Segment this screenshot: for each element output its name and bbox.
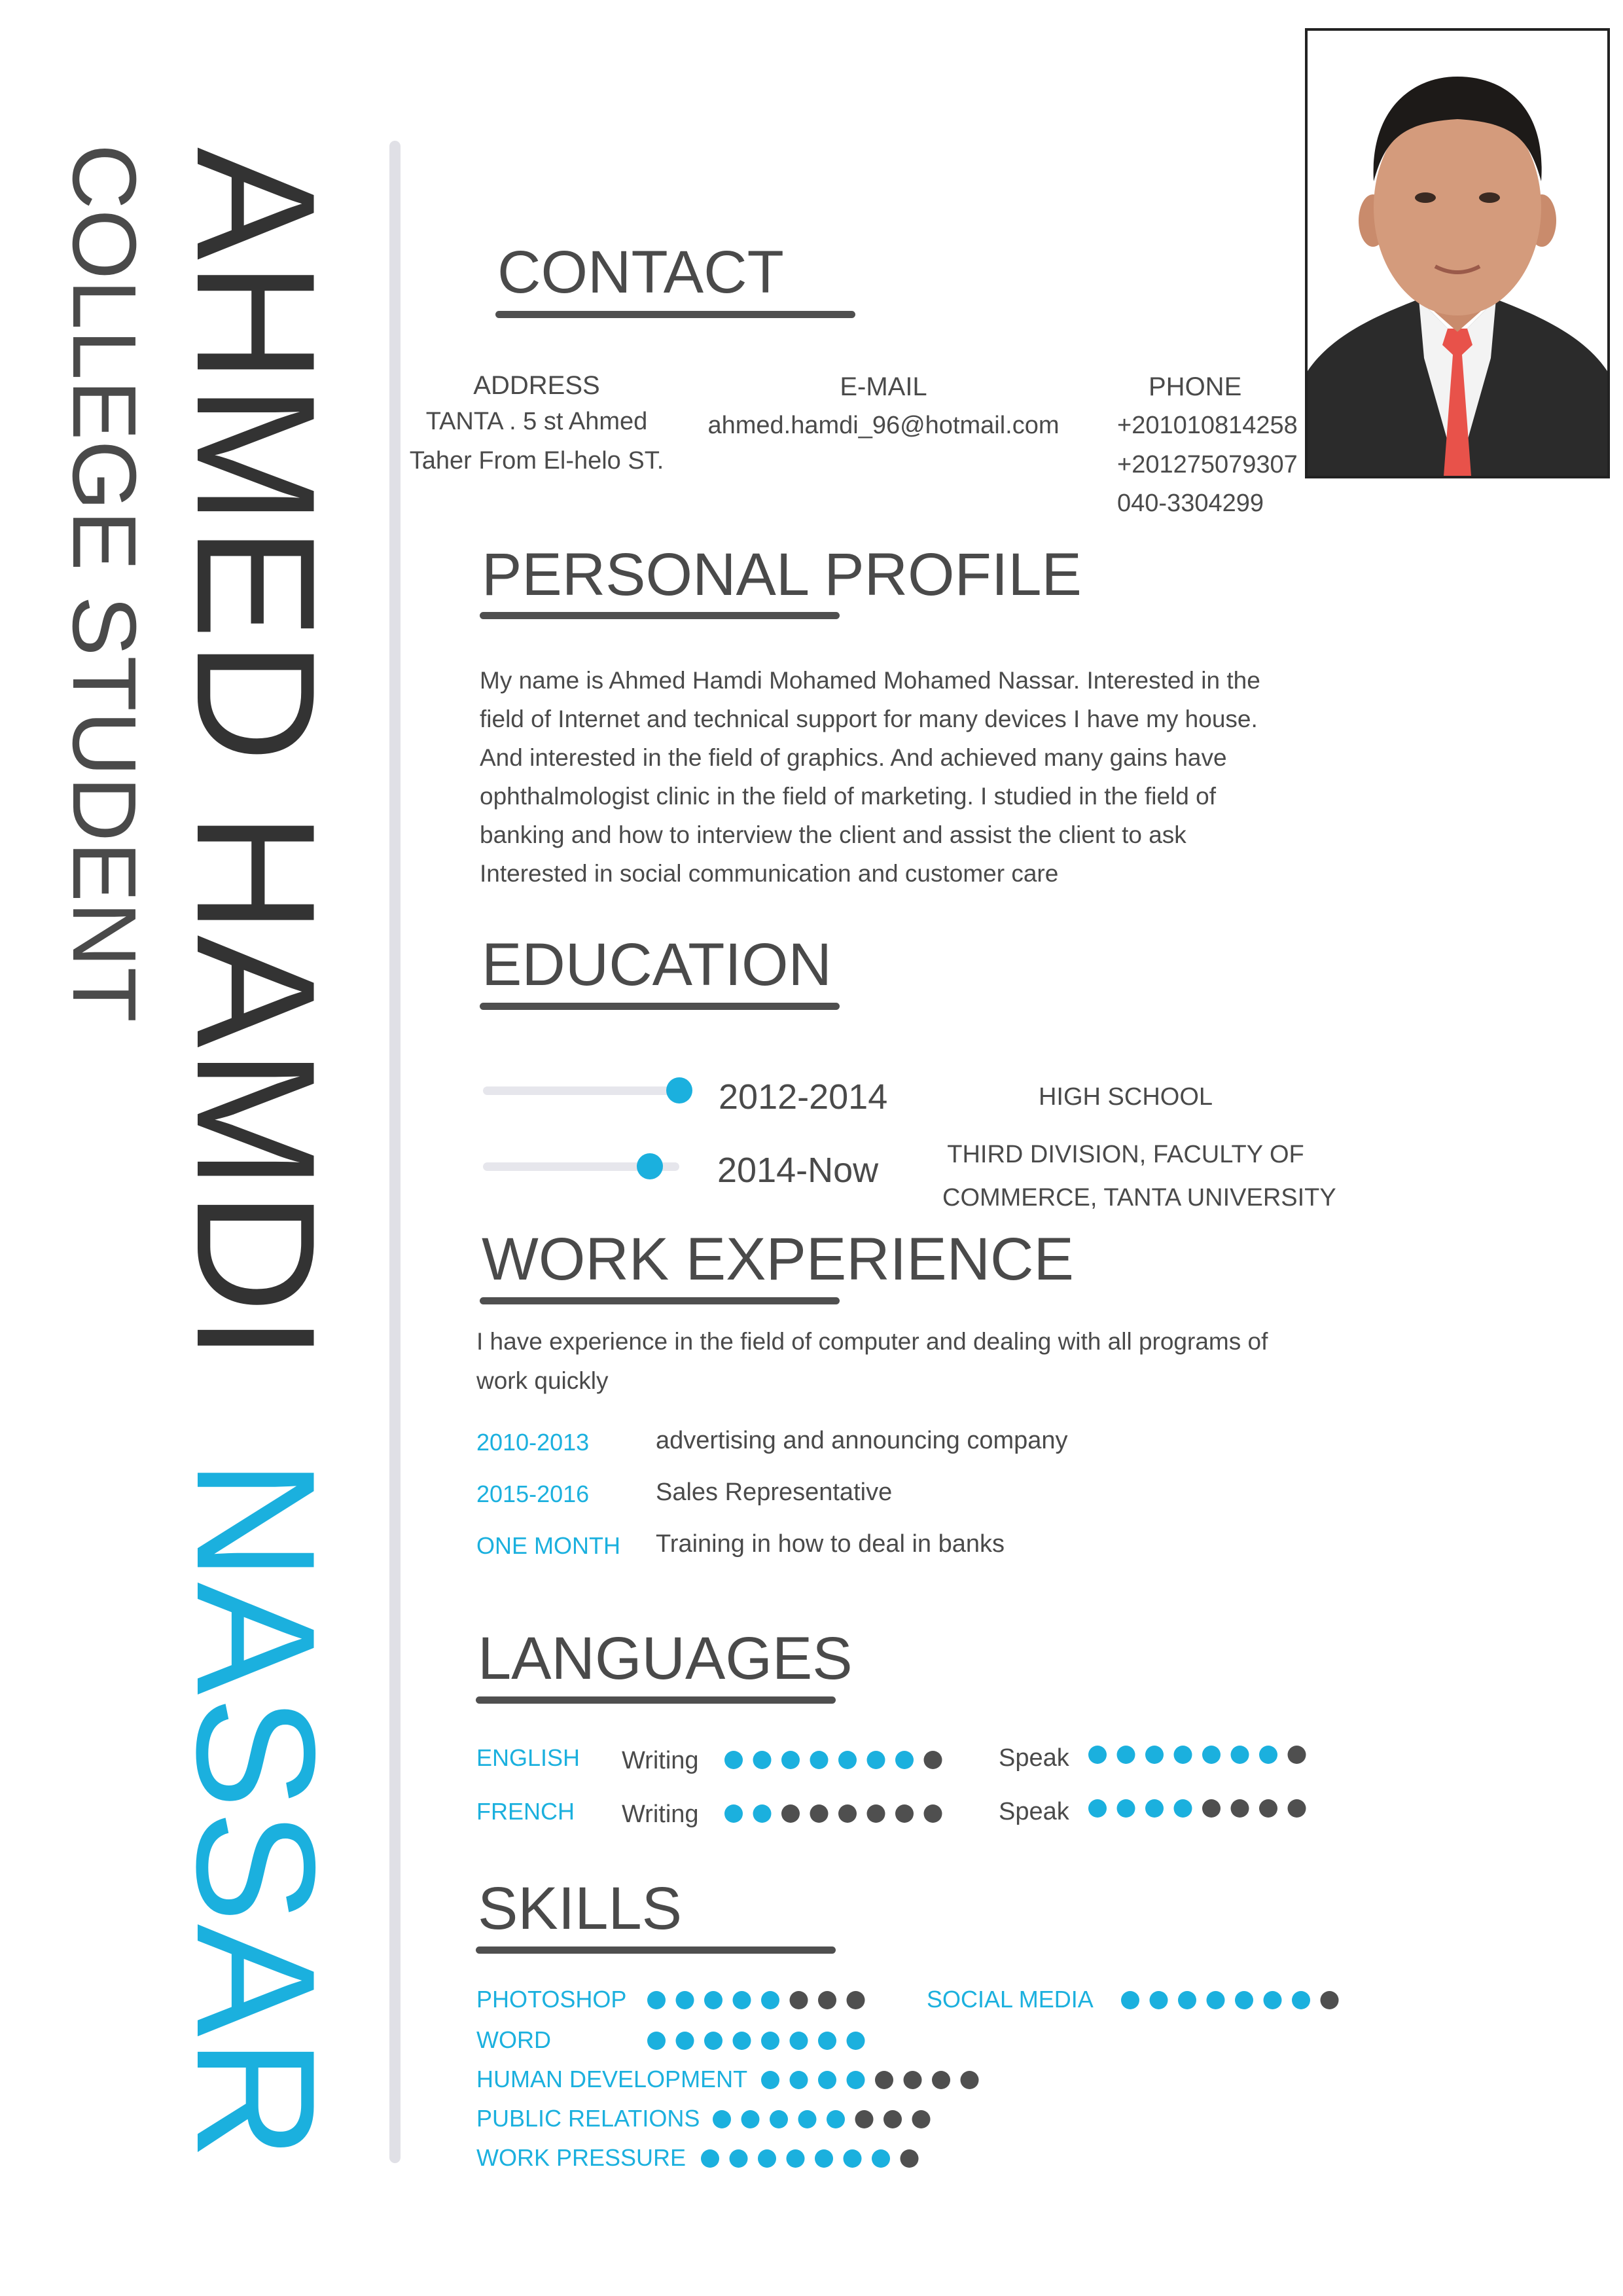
skill-level-dot	[798, 2110, 817, 2128]
language-speak-dot	[1202, 1799, 1221, 1818]
skill-level-dot	[904, 2071, 922, 2089]
skill-level-dot	[818, 1991, 836, 2009]
skill-level-dot	[1150, 1991, 1168, 2009]
skill-level-dot	[1264, 1991, 1282, 2009]
work-period: 2010-2013	[476, 1429, 590, 1456]
education-progress-track-2	[483, 1162, 679, 1171]
skill-level-dot	[758, 2149, 776, 2168]
work-description: Training in how to deal in banks	[656, 1530, 1005, 1558]
skill-name: HUMAN DEVELOPMENT	[476, 2066, 748, 2092]
language-writing-dot	[810, 1751, 829, 1769]
skill-level-dot	[1121, 1991, 1139, 2009]
skills-title: SKILLS	[478, 1875, 682, 1942]
skill-level-dot	[847, 2032, 865, 2050]
work-period: 2015-2016	[476, 1480, 590, 1507]
profile-line: Interested in social communication and customer care	[480, 860, 1059, 887]
language-writing-dots	[724, 1804, 954, 1823]
profile-title-rule	[480, 612, 840, 619]
language-name: FRENCH	[476, 1798, 575, 1825]
language-speak-dot	[1288, 1746, 1306, 1764]
skill-level-dot	[818, 2032, 836, 2050]
vertical-divider	[389, 141, 401, 2163]
skill-level-dot	[770, 2110, 788, 2128]
person-portrait-icon	[1308, 31, 1607, 476]
skill-level-dot	[730, 2149, 748, 2168]
skill-level-dot	[676, 1991, 694, 2009]
language-speak-dot	[1117, 1799, 1135, 1818]
language-name: ENGLISH	[476, 1744, 580, 1771]
skill-level-dot	[818, 2071, 836, 2089]
skill-level-dot	[1235, 1991, 1253, 2009]
contact-title: CONTACT	[497, 239, 784, 306]
skill-level-dots	[1120, 1990, 1351, 2010]
language-speak-dot	[1259, 1799, 1277, 1818]
languages-title-rule	[476, 1696, 836, 1704]
language-speak-dot	[1145, 1746, 1164, 1764]
language-speak-dot	[1088, 1799, 1107, 1818]
education-progress-knob-2	[637, 1153, 663, 1179]
phone-label: PHONE	[1149, 372, 1242, 401]
candidate-role: COLLEGE STUDENT	[54, 144, 154, 1022]
skill-level-dot	[704, 2032, 722, 2050]
language-writing-dot	[753, 1751, 772, 1769]
skill-level-dots	[760, 2070, 991, 2090]
language-writing-dot	[838, 1751, 857, 1769]
language-writing-dot	[895, 1751, 914, 1769]
language-speak-dot	[1174, 1746, 1192, 1764]
address-line-2: Taher From El-helo ST.	[409, 447, 664, 475]
skill-level-dot	[912, 2110, 931, 2128]
education-title-rule	[480, 1003, 840, 1010]
education-progress-knob-1	[666, 1077, 692, 1103]
language-writing-dot	[867, 1804, 885, 1823]
language-speak-dot	[1231, 1799, 1249, 1818]
profile-line: ophthalmologist clinic in the field of marketing. I studied in the field of	[480, 783, 1217, 810]
language-speak-dots	[1088, 1799, 1318, 1818]
language-speak-dot	[1145, 1799, 1164, 1818]
language-writing-dot	[724, 1751, 743, 1769]
skill-name: SOCIAL MEDIA	[927, 1986, 1094, 2013]
education-years-1: 2012-2014	[719, 1077, 888, 1117]
language-speak-dot	[1259, 1746, 1277, 1764]
language-writing-dot	[724, 1804, 743, 1823]
skill-level-dots	[700, 2149, 931, 2168]
skill-level-dot	[733, 1991, 751, 2009]
language-writing-label: Writing	[622, 1801, 699, 1828]
candidate-name	[162, 147, 351, 2162]
contact-title-rule	[495, 311, 855, 318]
skill-level-dot	[961, 2071, 979, 2089]
skill-level-dot	[761, 2032, 779, 2050]
skill-level-dot	[741, 2110, 760, 2128]
profile-line: My name is Ahmed Hamdi Mohamed Mohamed Nassar. Interested in the	[480, 667, 1260, 694]
education-desc-1: HIGH SCHOOL	[1038, 1083, 1213, 1111]
language-writing-dot	[924, 1804, 942, 1823]
language-speak-dot	[1088, 1746, 1107, 1764]
skill-level-dot	[847, 1991, 865, 2009]
email-label: E-MAIL	[840, 372, 927, 401]
language-writing-dot	[753, 1804, 772, 1823]
language-writing-dot	[924, 1751, 942, 1769]
skill-name: WORK PRESSURE	[476, 2144, 687, 2171]
profile-title: PERSONAL PROFILE	[482, 541, 1082, 608]
language-writing-dot	[810, 1804, 829, 1823]
skill-name: PUBLIC RELATIONS	[476, 2105, 700, 2132]
language-writing-label: Writing	[622, 1747, 699, 1774]
work-title: WORK EXPERIENCE	[482, 1226, 1074, 1293]
skill-level-dot	[844, 2149, 862, 2168]
skill-level-dots	[647, 2031, 877, 2051]
skill-level-dot	[676, 2032, 694, 2050]
phone-2: +201275079307	[1117, 451, 1298, 478]
skill-level-dot	[713, 2110, 731, 2128]
language-speak-label: Speak	[999, 1744, 1069, 1772]
language-speak-label: Speak	[999, 1798, 1069, 1825]
skill-level-dot	[704, 1991, 722, 2009]
language-speak-dot	[1117, 1746, 1135, 1764]
skill-level-dot	[1321, 1991, 1339, 2009]
skill-level-dot	[883, 2110, 902, 2128]
language-speak-dot	[1202, 1746, 1221, 1764]
language-speak-dot	[1288, 1799, 1306, 1818]
skill-level-dot	[1292, 1991, 1310, 2009]
skill-name: PHOTOSHOP	[476, 1986, 627, 2013]
language-writing-dot	[781, 1751, 800, 1769]
work-intro-line-1: I have experience in the field of computer and dealing with all programs of	[476, 1328, 1268, 1355]
skill-level-dots	[647, 1990, 877, 2010]
language-speak-dots	[1088, 1745, 1318, 1765]
language-writing-dot	[838, 1804, 857, 1823]
phone-3: 040-3304299	[1117, 490, 1264, 517]
skill-level-dot	[875, 2071, 893, 2089]
education-desc-2-line-2: COMMERCE, TANTA UNIVERSITY	[942, 1184, 1336, 1211]
work-description: Sales Representative	[656, 1479, 893, 1506]
skill-level-dot	[647, 2032, 666, 2050]
skill-level-dot	[827, 2110, 845, 2128]
profile-line: field of Internet and technical support for many devices I have my house.	[480, 706, 1258, 732]
name-first: AHMED HAMDI	[162, 147, 351, 1363]
language-speak-dot	[1231, 1746, 1249, 1764]
skill-level-dot	[932, 2071, 950, 2089]
skill-level-dot	[647, 1991, 666, 2009]
phone-1: +201010814258	[1117, 412, 1298, 439]
skill-level-dot	[855, 2110, 874, 2128]
languages-title: LANGUAGES	[478, 1625, 853, 1692]
work-intro-line-2: work quickly	[476, 1367, 609, 1394]
skill-level-dot	[761, 2071, 779, 2089]
skill-level-dot	[790, 2071, 808, 2089]
name-last: NASSAR	[162, 1459, 351, 2162]
skill-level-dots	[712, 2109, 942, 2129]
skill-level-dot	[872, 2149, 890, 2168]
skill-level-dot	[1178, 1991, 1196, 2009]
skills-title-rule	[476, 1946, 836, 1954]
language-writing-dot	[781, 1804, 800, 1823]
skill-level-dot	[787, 2149, 805, 2168]
email-link[interactable]: ahmed.hamdi_96@hotmail.com	[707, 412, 1060, 439]
profile-photo	[1305, 28, 1610, 478]
education-desc-2-line-1: THIRD DIVISION, FACULTY OF	[947, 1141, 1304, 1168]
work-description: advertising and announcing company	[656, 1427, 1068, 1454]
skill-level-dot	[701, 2149, 719, 2168]
education-title: EDUCATION	[482, 931, 832, 998]
skill-name: WORD	[476, 2026, 551, 2053]
skill-level-dot	[790, 2032, 808, 2050]
profile-line: banking and how to interview the client and assist the client to ask	[480, 821, 1186, 848]
skill-level-dot	[761, 1991, 779, 2009]
language-writing-dot	[867, 1751, 885, 1769]
work-period: ONE MONTH	[476, 1532, 620, 1559]
work-title-rule	[480, 1297, 840, 1304]
education-progress-track-1	[483, 1086, 679, 1095]
skill-level-dot	[1207, 1991, 1225, 2009]
skill-level-dot	[847, 2071, 865, 2089]
skill-level-dot	[815, 2149, 833, 2168]
profile-line: And interested in the field of graphics. And achieved many gains have	[480, 744, 1227, 771]
education-years-2: 2014-Now	[717, 1151, 879, 1190]
language-writing-dots	[724, 1750, 954, 1770]
language-writing-dot	[895, 1804, 914, 1823]
language-speak-dot	[1174, 1799, 1192, 1818]
skill-level-dot	[733, 2032, 751, 2050]
address-line-1: TANTA . 5 st Ahmed	[425, 408, 648, 435]
skill-level-dot	[790, 1991, 808, 2009]
skill-level-dot	[901, 2149, 919, 2168]
address-label: ADDRESS	[473, 371, 600, 400]
